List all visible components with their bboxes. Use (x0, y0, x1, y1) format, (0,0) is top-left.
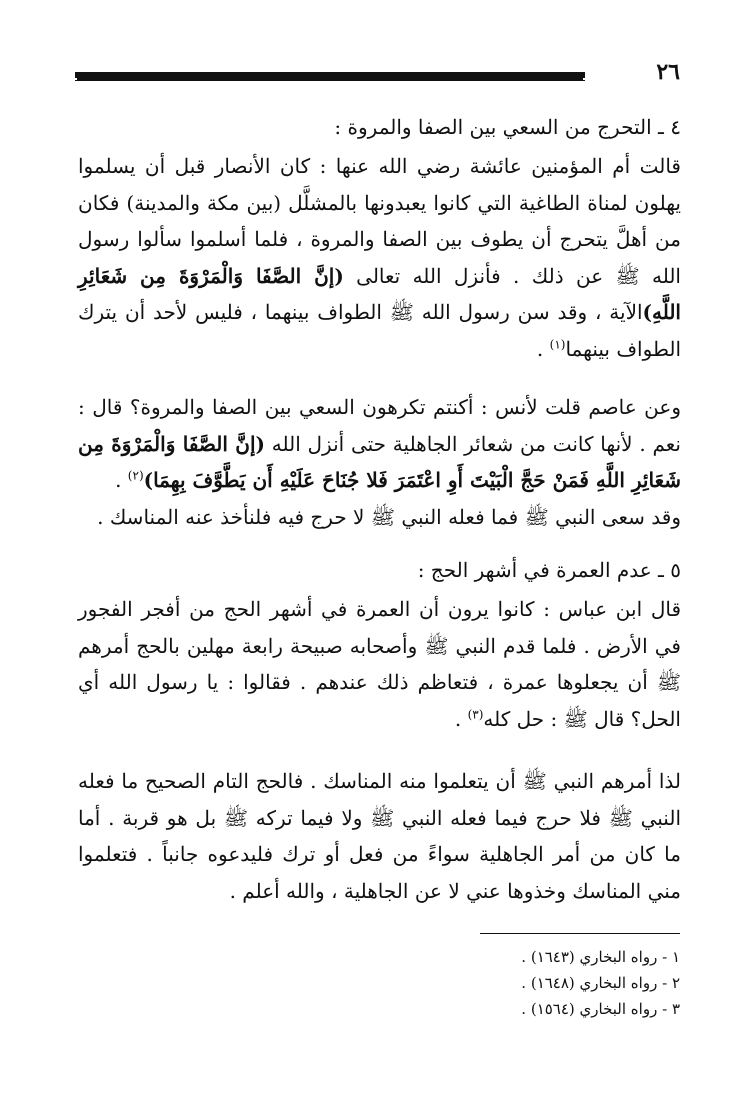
footnote-ref-1: (١) (549, 336, 566, 351)
paragraph-asim (78, 389, 681, 499)
spacer (78, 535, 681, 553)
paragraph-text: قالت أم المؤمنين عائشة رضي الله عنها : كان الأنصار قبل أن يسلموا يهلون لمناة الطاغية التي كانوا يعبدونها بالمشلَّل (بين مكة والمدينة) فكان من أهلَّ يتحرج أن يطوف بين الصفا والمروة ، فلما أسلموا سألوا رسول الله ﷺ عن ذلك . فأنزل الله تعالى (78, 154, 681, 288)
footnote-ref-3: (٣) (467, 706, 484, 721)
quran-verse: (إنَّ الصَّفَا وَالْمَرْوَةَ مِن شَعَائِرِ اللَّهِ فَمَنْ حَجَّ الْبَيْتَ أَوِ اعْتَمَرَ فَلا جُنَاحَ عَلَيْهِ أَن يَطَّوَّفَ بِهِمَا) (78, 431, 681, 492)
footnote-rule (480, 933, 680, 934)
section-heading-4: ٤ ـ التحرج من السعي بين الصفا والمروة : (334, 115, 681, 139)
page-body (78, 110, 681, 909)
page-number: ٢٦ (656, 59, 680, 85)
paragraph-text: قال ابن عباس : كانوا يرون أن العمرة في أشهر الحج من أفجر الفجور في الأرض . فلما قدم النبي ﷺ وأصحابه صبيحة رابعة مهلين بالحج أمرهم ﷺ أن يجعلوها عمرة ، فتعاظم ذلك عندهم . فقالوا : يا رسول الله أي الحل؟ قال ﷺ : حل كله (78, 597, 681, 731)
paragraph-text: وعن عاصم قلت لأنس : أكنتم تكرهون السعي بين الصفا والمروة؟ قال : نعم . لأنها كانت من شعائر الجاهلية حتى أنزل الله (78, 395, 681, 456)
paragraph-ibn-abbas (78, 591, 681, 737)
paragraph-sai: وقد سعى النبي ﷺ فما فعله النبي ﷺ لا حرج فيه فلنأخذ عنه المناسك . (97, 504, 681, 529)
footnote-2: ٢ - رواه البخاري (١٦٤٨) . (521, 974, 680, 992)
header-rule (75, 72, 585, 78)
footnote-1: ١ - رواه البخاري (١٦٤٣) . (521, 948, 680, 966)
footnote-3: ٣ - رواه البخاري (١٥٦٤) . (521, 1000, 680, 1018)
section-heading-5: ٥ ـ عدم العمرة في أشهر الحج : (417, 558, 681, 582)
paragraph-end: . (454, 706, 468, 731)
paragraph-aisha (78, 148, 681, 367)
paragraph-text: الآية ، وقد سن رسول الله ﷺ الطواف بينهما ، فليس لأحد أن يترك الطواف بينهما (78, 300, 681, 361)
quran-verse: (إنَّ الصَّفَا وَالْمَرْوَةَ مِن شَعَائِرِ اللَّهِ) (78, 263, 681, 324)
paragraph-end: . (115, 468, 128, 492)
paragraph-end: . (536, 336, 550, 361)
page-header (75, 59, 680, 86)
spacer (78, 367, 681, 389)
paragraph-conclusion: لذا أمرهم النبي ﷺ أن يتعلموا منه المناسك . فالحج التام الصحيح ما فعله النبي ﷺ فلا حرج فيما فعله النبي ﷺ ولا فيما تركه ﷺ بل هو قربة . أما ما كان من أمر الجاهلية سواءً من فعل أو ترك فليدعوه جانباً . فتعلموا مني المناسك وخذوها عني لا عن الجاهلية ، والله أعلم . (78, 769, 682, 903)
footnotes (280, 944, 680, 1022)
footnote-ref-2: (٢) (127, 468, 144, 483)
spacer (78, 737, 681, 763)
